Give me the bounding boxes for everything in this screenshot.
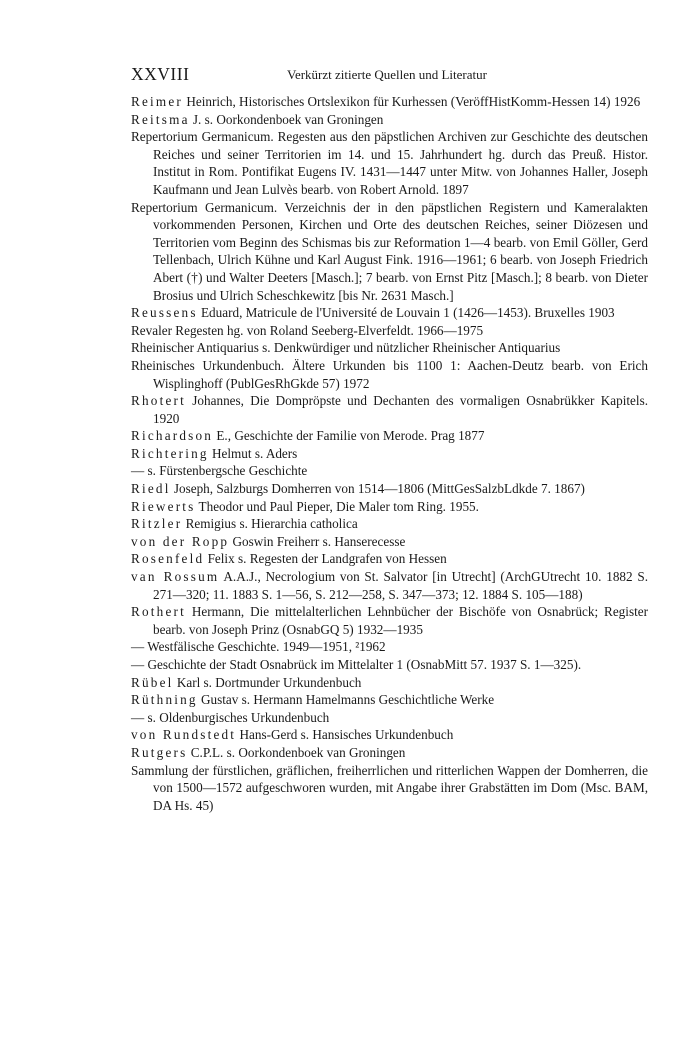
- entry-text: Johannes, Die Dompröpste und Dechanten des vormaligen Osnabrükker Kapitels. 1920: [153, 393, 648, 426]
- bibliography-entry: [131, 199, 648, 305]
- bibliography-entry: [131, 462, 648, 480]
- bibliography-list: [131, 93, 648, 814]
- entry-author: Rübel: [131, 674, 174, 690]
- entry-text: Repertorium Germanicum. Regesten aus den päpstlichen Archiven zur Geschichte des deutschen Reiches und seiner Territorien im 14. und 15. Jahrhundert hg. durch das Preuß. Histor. Institut in Rom. Pontifikat Eugens IV. 1431—1447 unter Mitw. von Johannes Haller, Joseph Kaufmann und Jean Lulvès bearb. von Robert Arnold. 1897: [131, 129, 648, 197]
- entry-text: A.A.J., Necrologium von St. Salvator [in Utrecht] (ArchGUtrecht 10. 1882 S. 271—320; 11. 1883 S. 1—56, S. 212—258, S. 347—373; 12. 1884 S. 105—188): [153, 569, 649, 602]
- bibliography-entry: [131, 322, 648, 340]
- entry-author: Richtering: [131, 445, 209, 461]
- entry-text: Joseph, Salzburgs Domherren von 1514—1806 (MittGesSalzbLdkde 7. 1867): [170, 481, 585, 497]
- bibliography-entry: [131, 550, 648, 568]
- entry-author: Reussens: [131, 305, 198, 321]
- entry-text: C.P.L. s. Oorkondenboek van Groningen: [187, 744, 406, 760]
- bibliography-entry: [131, 638, 648, 656]
- bibliography-entry: [131, 744, 648, 762]
- entry-author: Rothert: [131, 604, 186, 620]
- bibliography-entry: [131, 762, 648, 815]
- page-header: [131, 64, 651, 86]
- entry-author: Riewerts: [131, 498, 196, 514]
- entry-author: Rüthning: [131, 692, 198, 708]
- entry-text: Remigius s. Hierarchia catholica: [182, 516, 358, 532]
- bibliography-entry: [131, 498, 648, 516]
- page-number: XXVIII: [131, 64, 190, 84]
- entry-text: Rheinischer Antiquarius s. Denkwürdiger und nützlicher Rheinischer Antiquarius: [131, 340, 561, 356]
- bibliography-entry: [131, 357, 648, 392]
- bibliography-entry: [131, 533, 648, 551]
- entry-text: Goswin Freiherr s. Hanserecesse: [229, 533, 406, 549]
- bibliography-entry: [131, 339, 648, 357]
- bibliography-entry: [131, 480, 648, 498]
- entry-author: Riedl: [131, 481, 171, 497]
- entry-text: — Westfälische Geschichte. 1949—1951, ²1962: [131, 639, 386, 655]
- entry-text: Eduard, Matricule de l'Université de Louvain 1 (1426—1453). Bruxelles 1903: [197, 305, 615, 321]
- entry-text: Hans-Gerd s. Hansisches Urkundenbuch: [236, 727, 454, 743]
- bibliography-entry: [131, 427, 648, 445]
- bibliography-entry: [131, 656, 648, 674]
- bibliography-entry: [131, 726, 648, 744]
- entry-author: Rutgers: [131, 744, 188, 760]
- entry-text: Repertorium Germanicum. Verzeichnis der in den päpstlichen Registern und Kameralakten vorkommenden Personen, Kirchen und Orte des deutschen Reiches, seiner Diözesen und Territorien vom Beginn des Schismas bis zur Reformation 1—4 bearb. von Emil Göller, Gerd Tellenbach, Ulrich Kühne und Karl August Fink. 1916—1961; 6 bearb. von Joseph Friedrich Abert (†) und Walter Deeters [Masch.]; 7 bearb. von Ernst Pitz [Masch.]; 8 bearb. von Dieter Brosius und Ulrich Scheschkewitz [bis Nr. 2631 Masch.]: [131, 199, 648, 303]
- entry-author: von der Ropp: [131, 533, 230, 549]
- entry-text: Sammlung der fürstlichen, gräflichen, freiherrlichen und ritterlichen Wappen der Domherren, die von 1500—1572 aufgeschworen wurden, mit Angabe ihrer Grabstätten im Dom (Msc. BAM, DA Hs. 45): [131, 762, 648, 813]
- bibliography-entry: [131, 674, 648, 692]
- entry-text: Revaler Regesten hg. von Roland Seeberg-Elverfeldt. 1966—1975: [131, 322, 484, 338]
- entry-text: Heinrich, Historisches Ortslexikon für Kurhessen (VeröffHistKomm-Hessen 14) 1926: [183, 94, 641, 109]
- entry-text: Felix s. Regesten der Landgrafen von Hessen: [204, 551, 447, 567]
- entry-text: Rheinisches Urkundenbuch. Ältere Urkunden bis 1100 1: Aachen-Deutz bearb. von Erich Wisplinghoff (PublGesRhGkde 57) 1972: [131, 357, 648, 391]
- entry-author: Ritzler: [131, 516, 183, 532]
- entry-text: Theodor und Paul Pieper, Die Maler tom Ring. 1955.: [195, 498, 479, 514]
- bibliography-entry: [131, 93, 648, 111]
- bibliography-entry: [131, 691, 648, 709]
- entry-text: — s. Oldenburgisches Urkundenbuch: [131, 709, 330, 725]
- entry-author: von Rundstedt: [131, 727, 237, 743]
- bibliography-entry: [131, 568, 648, 603]
- bibliography-entry: [131, 515, 648, 533]
- entry-text: — s. Fürstenbergsche Geschichte: [131, 463, 308, 479]
- entry-text: J. s. Oorkondenboek van Groningen: [189, 111, 384, 127]
- entry-text: Gustav s. Hermann Hamelmanns Geschichtliche Werke: [197, 692, 495, 708]
- entry-author: Rhotert: [131, 393, 186, 409]
- entry-author: van Rossum: [131, 569, 220, 585]
- entry-author: Rosenfeld: [131, 551, 205, 567]
- entry-author: Reitsma: [131, 111, 190, 127]
- bibliography-entry: [131, 709, 648, 727]
- entry-text: E., Geschichte der Familie von Merode. Prag 1877: [213, 428, 485, 444]
- bibliography-entry: [131, 304, 648, 322]
- bibliography-entry: [131, 111, 648, 129]
- bibliography-entry: [131, 445, 648, 463]
- running-title: Verkürzt zitierte Quellen und Literatur: [287, 67, 487, 82]
- bibliography-entry: [131, 128, 648, 198]
- bibliography-entry: [131, 603, 648, 638]
- entry-author: Reimer: [131, 94, 184, 109]
- entry-text: Hermann, Die mittelalterlichen Lehnbücher der Bischöfe von Osnabrück; Register bearb. von Joseph Prinz (OsnabGQ 5) 1932—1935: [153, 604, 648, 637]
- entry-text: — Geschichte der Stadt Osnabrück im Mittelalter 1 (OsnabMitt 57. 1937 S. 1—325).: [131, 657, 582, 672]
- entry-author: Richardson: [131, 428, 214, 444]
- entry-text: Karl s. Dortmunder Urkundenbuch: [173, 674, 362, 690]
- entry-text: Helmut s. Aders: [208, 445, 298, 461]
- bibliography-entry: [131, 392, 648, 427]
